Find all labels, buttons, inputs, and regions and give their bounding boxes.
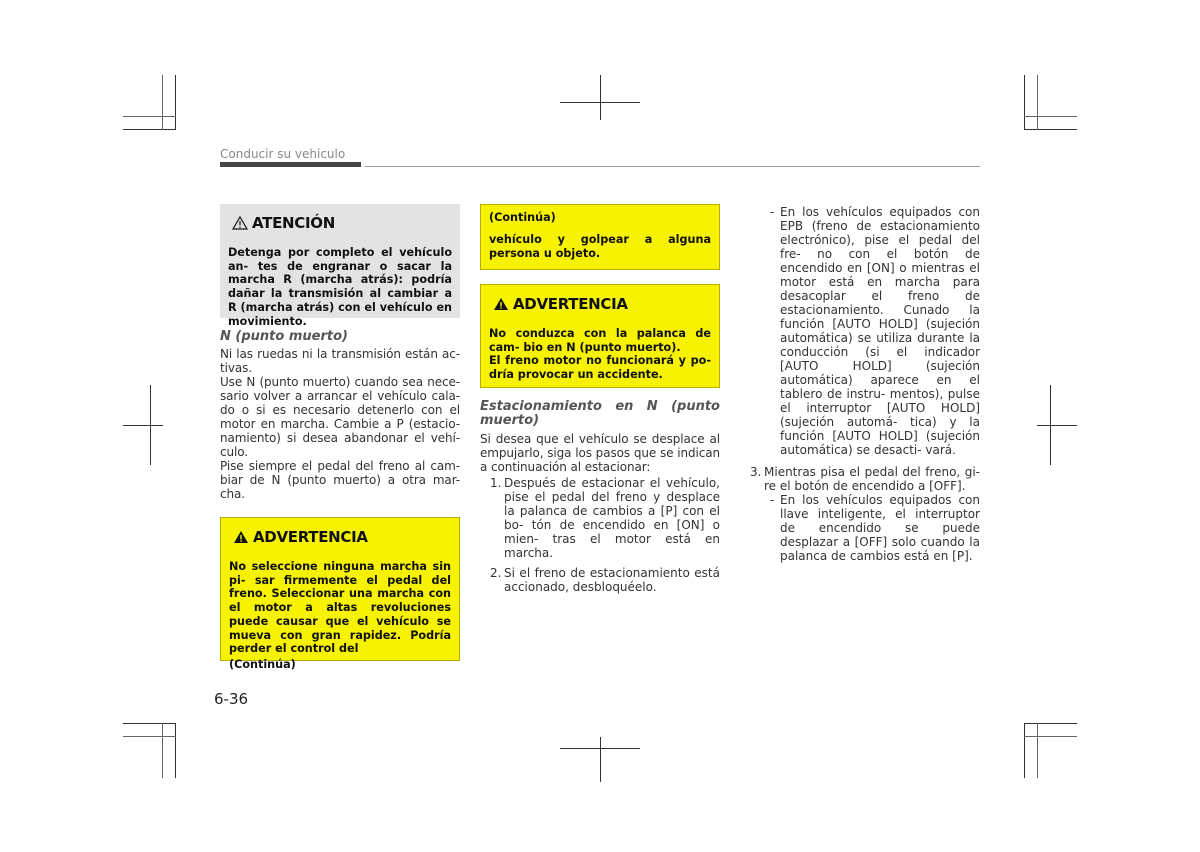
registration-mark xyxy=(150,385,151,465)
dash-text: En los vehículos equipados con llave inteligente, el interruptor de encendido se puede desplazar a [OFF] solo cuando la palanca de cambios está en [P]. xyxy=(780,493,980,563)
dash-text: En los vehículos equipados con EPB (freno de estacionamiento electrónico), pise el pedal del fre- no con el botón de encendido en [ON] o mientras el motor está en marcha para desacoplar el freno de estacionamiento. Cunado la función [AUTO HOLD] (sujeción automática) se utiliza durante la conducción (si el indicador [AUTO HOLD] (sujeción automática) aparece en el tablero de instru- mentos), pulse el interruptor [AUTO HOLD] (sujeción automá- tica) y la función [AUTO HOLD] (sujeción automática) se desacti- vará. xyxy=(780,205,980,457)
crop-mark xyxy=(123,116,176,117)
crop-mark xyxy=(123,736,176,737)
warning-box xyxy=(220,517,460,671)
crop-mark xyxy=(1037,723,1038,778)
warning-box-continued xyxy=(480,204,720,270)
warning-body: vehículo y golpear a alguna persona u objeto. xyxy=(489,233,711,260)
column-left xyxy=(220,204,460,671)
crop-mark xyxy=(162,75,163,130)
warning-body: No conduzca con la palanca de cam- bio en N (punto muerto). xyxy=(489,327,711,354)
crop-mark xyxy=(1024,723,1025,778)
list-item xyxy=(750,465,980,493)
warning-box xyxy=(480,284,720,388)
warning-body: No seleccione ninguna marcha sin pi- sar firmemente el pedal del freno. Seleccionar una marcha con el motor a altas revoluciones puede causar que el vehículo se mueva con gran rapidez. Podría perder el control del xyxy=(229,560,451,656)
attention-body: Detenga por completo el vehículo an- tes de engranar o sacar la marcha R (marcha atrás): podría dañar la transmisión al cambiar a R (marcha atrás) con el vehículo en movimiento. xyxy=(228,246,452,328)
crop-mark xyxy=(123,129,176,130)
list-item xyxy=(480,476,720,560)
warning-title xyxy=(233,528,451,546)
attention-title xyxy=(232,214,452,232)
dash-marker: - xyxy=(770,493,775,507)
registration-mark xyxy=(1037,425,1077,426)
warning-title-text: ADVERTENCIA xyxy=(253,528,368,546)
crop-mark xyxy=(1024,75,1025,130)
list-number: 1. xyxy=(490,476,502,490)
paragraph: Si desea que el vehículo se desplace al empujarlo, siga los pasos que se indican a continuación al estacionar: xyxy=(480,432,720,474)
dash-marker: - xyxy=(770,205,775,219)
crop-mark xyxy=(1037,75,1038,130)
column-middle xyxy=(480,204,720,594)
crop-mark xyxy=(175,723,176,778)
warning-title-text: ADVERTENCIA xyxy=(513,295,628,313)
header-rule-line xyxy=(365,166,980,167)
section-heading-parking: Estacionamiento en N (punto muerto) xyxy=(480,399,720,428)
crop-mark xyxy=(175,75,176,130)
paragraph: Use N (punto muerto) cuando sea nece- sario volver a arrancar el vehículo cala- do o si es necesario detenerlo con el motor en marcha. Cambie a P (estacio- namiento) si desea abandonar el vehí- culo. xyxy=(220,375,460,459)
crop-mark xyxy=(1024,723,1077,724)
dash-list-item xyxy=(750,205,980,457)
section-header: Conducir su vehiculo xyxy=(220,147,346,161)
warning-body: El freno motor no funcionará y po- dría provocar un accidente. xyxy=(489,354,711,382)
crop-mark xyxy=(1024,116,1077,117)
warning-title xyxy=(493,295,711,313)
attention-title-text: ATENCIÓN xyxy=(252,214,335,232)
warning-filled-icon xyxy=(233,530,249,544)
crop-mark xyxy=(162,723,163,778)
continued-label: (Continúa) xyxy=(229,657,296,671)
registration-mark xyxy=(1050,385,1051,465)
continued-label: (Continúa) xyxy=(489,211,556,224)
dash-list-item xyxy=(750,493,980,563)
crop-mark xyxy=(1024,736,1077,737)
section-heading-neutral: N (punto muerto) xyxy=(220,329,348,344)
warning-outline-icon xyxy=(232,216,248,230)
attention-box xyxy=(220,204,460,328)
page-number: 6-36 xyxy=(214,690,249,708)
column-right xyxy=(750,205,980,563)
registration-mark xyxy=(123,425,163,426)
paragraph: Ni las ruedas ni la transmisión están ac- tivas. xyxy=(220,347,460,375)
warning-filled-icon xyxy=(493,297,509,311)
header-rule-dark xyxy=(220,162,361,167)
list-number: 2. xyxy=(490,566,502,580)
list-text: Si el freno de estacionamiento está accionado, desbloquéelo. xyxy=(504,566,720,594)
crop-mark xyxy=(123,723,176,724)
paragraph: Pise siempre el pedal del freno al cam- biar de N (punto muerto) a otra mar- cha. xyxy=(220,459,460,501)
list-text: Mientras pisa el pedal del freno, gi- re el botón de encendido a [OFF]. xyxy=(764,465,980,493)
list-number: 3. xyxy=(750,465,762,479)
crop-mark xyxy=(1024,129,1077,130)
registration-mark xyxy=(600,737,601,782)
list-text: Después de estacionar el vehículo, pise el pedal del freno y desplace la palanca de cambios a [P] con el bo- tón de encendido en [ON] o mien- tras el motor está en marcha. xyxy=(504,476,720,560)
list-item xyxy=(480,566,720,594)
registration-mark xyxy=(600,75,601,120)
